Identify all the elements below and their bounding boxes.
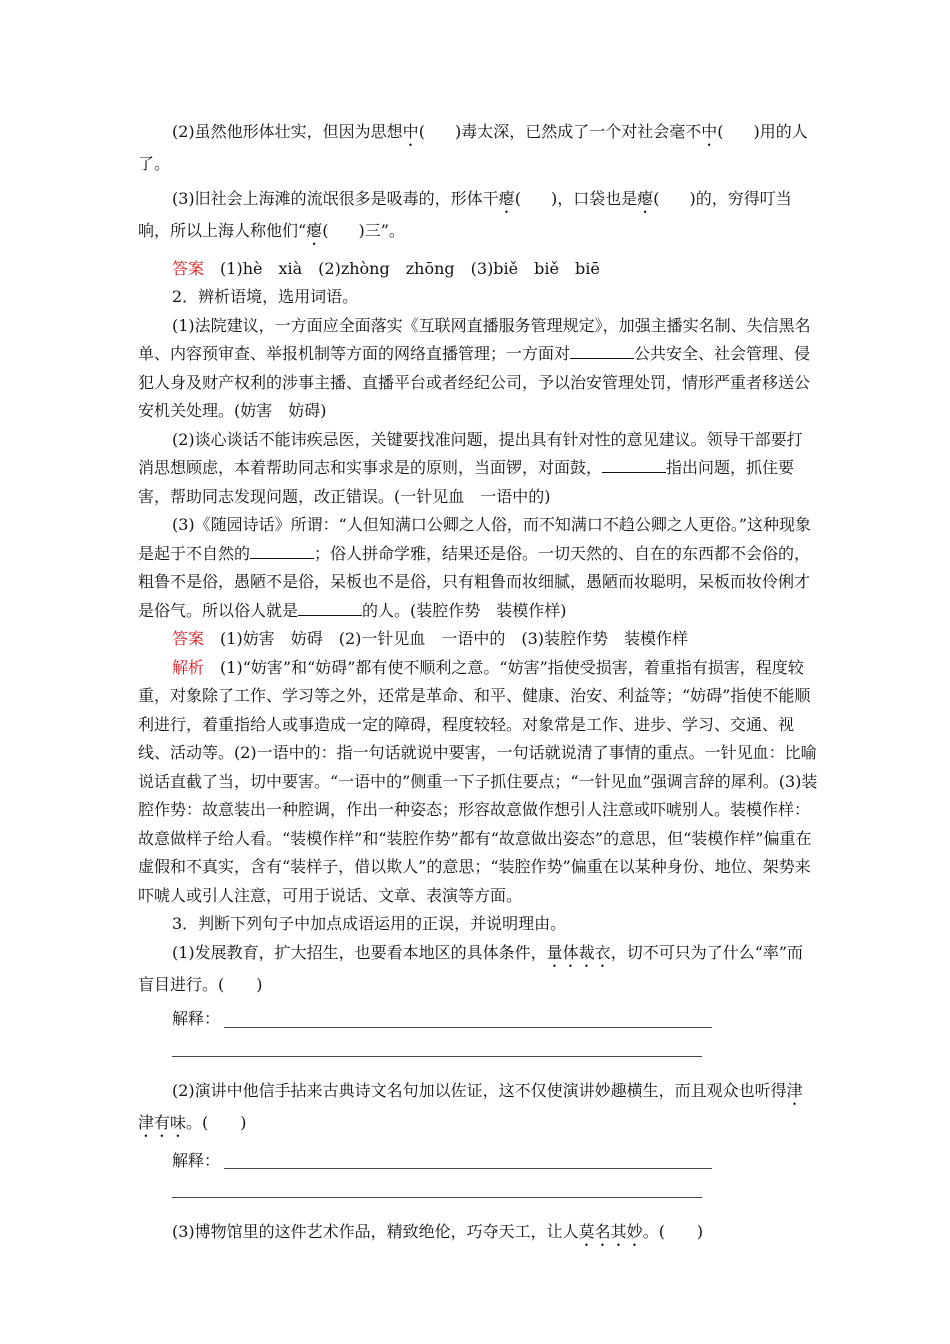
text: (1)法院建议，一方面应全面落实《互联网直播服务管理规定》，加强主播实名制、失信黑名单、内容预审查、举报机制等方面的网络直播管理；一方面对 — [138, 315, 811, 363]
q1-item2: (2)虽然他形体壮实，但因为思想中( )毒太深，已然成了一个对社会毫不中( )用的人了。 — [138, 122, 808, 173]
q3-item2 — [138, 1077, 818, 1141]
explain-label: 解释： — [172, 1150, 221, 1170]
text: (2)谈心谈话不能讳疾忌医，关键要找准问题，提出具有针对性的意见建议。领导干部要打消思想顾虑，本着帮助同志和实事求是的原则，当面锣，对面鼓， — [138, 429, 803, 477]
q2-item1 — [138, 312, 818, 426]
q3-item1 — [138, 939, 818, 1000]
text: 。( ) — [642, 1222, 704, 1241]
answer-text: (1)hè xià (2)zhòng zhōng (3)biě biě biē — [220, 258, 600, 278]
answer-label: 答案 — [172, 258, 205, 278]
text: 三”。 — [364, 220, 405, 240]
fill-blank — [298, 601, 362, 616]
text: 的人。(装腔作势 装模作样) — [362, 600, 567, 620]
text: 用的人了。 — [138, 122, 808, 173]
q1-answer — [138, 255, 818, 284]
q3-title: 3．判断下列句子中加点成语运用的正误，并说明理由。 — [172, 914, 567, 933]
answer-line[interactable] — [224, 1027, 712, 1028]
text: (2)虽然他形体壮实，但因为思想 — [172, 122, 403, 141]
text: 的，穷得叮当响，所以上海人称他们“ — [138, 188, 792, 240]
answer-text: (1)妨害 妨碍 (2)一针见血 一语中的 (3)装腔作势 装模作样 — [220, 629, 689, 648]
q2-answer — [138, 625, 818, 654]
dotted-char: 瘪 — [306, 220, 323, 240]
text: (3)旧社会上海滩的流氓很多是吸毒的，形体干 — [172, 188, 499, 208]
dotted-idiom: 津津有味 — [138, 1080, 803, 1132]
text: (3)《随园诗话》所谓：“人但知满口公卿之人俗，而不知满口不趋公卿之人更俗。”这种现象是起于不自然的 — [138, 515, 812, 563]
fill-blank — [570, 344, 634, 359]
text: 指出问题，抓住要害，帮助同志发现问题，改正错误。(一针见血 一语中的) — [138, 458, 795, 506]
text: (1)发展教育，扩大招生，也要看本地区的具体条件， — [172, 942, 547, 962]
fill-blank — [602, 458, 666, 473]
dotted-char: 瘪 — [637, 188, 654, 208]
text: 毒太深，已然成了一个对社会毫不 — [461, 122, 702, 141]
answer-line[interactable] — [172, 1175, 702, 1198]
answer-line[interactable] — [172, 1034, 702, 1057]
text: 公共安全、社会管理、侵犯人身及财产权利的涉事主播、直播平台或者经纪公司，予以治安管理处罚，情形严重者移送公安机关处理。(妨害 妨碍) — [138, 344, 811, 420]
explain-row — [138, 1005, 818, 1034]
text: ，切不可只为了什么“率”而盲目进行。( ) — [138, 942, 804, 994]
text: (3)博物馆里的这件艺术作品，精致绝伦，巧夺天工，让人 — [172, 1222, 579, 1241]
text: 。( ) — [186, 1112, 247, 1132]
answer-label: 答案 — [172, 629, 205, 648]
explain-label: 解释： — [172, 1009, 221, 1028]
q3-item3 — [138, 1218, 818, 1250]
text: ，口袋也是 — [557, 188, 638, 208]
dotted-char: 瘪 — [498, 188, 515, 208]
dotted-idiom: 量体裁衣 — [546, 942, 611, 962]
analysis-text: (1)“妨害”和“妨碍”都有使不顺利之意。“妨害”指使受损害，着重指有损害，程度较重，对象除了工作、学习等之外，还常是革命、和平、健康、治安、利益等；“妨碍”指使不能顺利进行，着重指给人或事造成一定的障碍，程度较轻。对象常是工作、进步、学习、交通、视线、活动等。(2)一语中的：指一句话就说中要害，一句话就说清了事情的重点。一针见血：比喻说话直截了当，切中要害。“一语中的”侧重一下子抓住要点；“一针见血”强调言辞的犀利。(3)装腔作势：故意装出一种腔调，作出一种姿态；形容故意做作想引人注意或吓唬别人。装模作样：故意做样子给人看。“装模作样”和“装腔作势”都有“故意做出姿态”的意思，但“装模作样”偏重在虚假和不真实，含有“装样子，借以欺人”的意思；“装腔作势”偏重在以某种身份、地位、架势来吓唬人或引人注意，可用于说话、文章、表演等方面。 — [138, 657, 818, 905]
explain-row — [138, 1147, 818, 1176]
q2-item3 — [138, 511, 818, 625]
fill-blank — [250, 544, 314, 559]
q2-analysis — [138, 654, 818, 911]
q2-title: 2．辨析语境，选用词语。 — [172, 287, 359, 306]
document-page — [138, 118, 818, 1250]
dotted-idiom: 莫名其妙 — [578, 1222, 643, 1241]
q1-item3: (3)旧社会上海滩的流氓很多是吸毒的，形体干瘪( )，口袋也是瘪( )的，穷得叮当响，所以上海人称他们“瘪( )三”。 — [138, 188, 792, 240]
text: (2)演讲中他信手拈来古典诗文名句加以佐证，这不仅使演讲妙趣横生，而且观众也听得 — [172, 1080, 787, 1100]
text: ；俗人拼命学雅，结果还是俗。一切天然的、自在的东西都不会俗的，粗鲁不是俗，愚陋不是俗，呆板也不是俗，只有粗鲁而妆细腻，愚陋而妆聪明，呆板而妆伶俐才是俗气。所以俗人就是 — [138, 543, 811, 620]
dotted-char: 中 — [701, 122, 718, 141]
answer-line[interactable] — [224, 1168, 712, 1169]
dotted-char: 中 — [402, 122, 419, 141]
q2-item2 — [138, 426, 818, 512]
analysis-label: 解析 — [172, 657, 205, 677]
